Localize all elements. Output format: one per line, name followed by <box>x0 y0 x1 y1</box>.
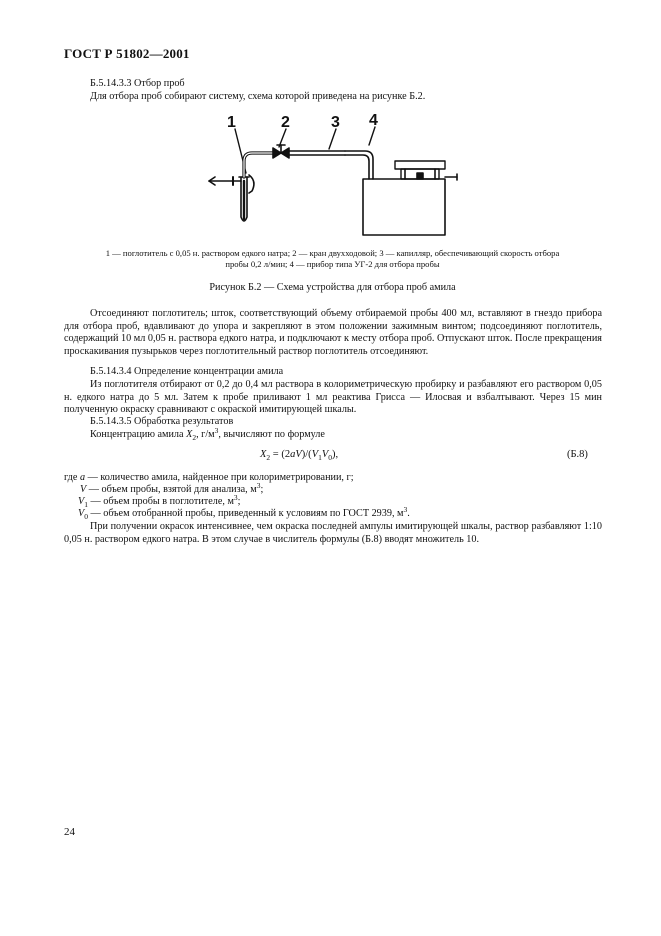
label-1: 1 <box>227 114 236 131</box>
label-4-leader <box>369 127 375 145</box>
document-header: ГОСТ Р 51802—2001 <box>64 46 190 61</box>
section-heading-results: Б.5.14.3.5 Обработка результатов <box>90 416 234 427</box>
section-text-sampling: Для отбора проб собирают систему, схема которой приведена на рисунке Б.2. <box>90 91 426 102</box>
label-3: 3 <box>331 114 340 131</box>
definition-v: V — объем пробы, взятой для анализа, $м^3$; <box>80 481 264 495</box>
section-heading-sampling: Б.5.14.3.3 Отбор проб <box>90 78 185 89</box>
definition-v0: $V_0$ — объем отобранной пробы, приведенный к условиям по ГОСТ 2939, $м^3$. <box>78 505 410 521</box>
absorber-tube <box>209 175 254 221</box>
two-way-valve <box>273 145 289 158</box>
sampling-apparatus-diagram <box>195 105 470 240</box>
definition-v1: $V_1$ — объем пробы в поглотителе, $м^3$; <box>78 493 241 509</box>
figure-legend-line-1: 1 — поглотитель с 0,05 н. раствором едкого натра; 2 — кран двухходовой; 3 — капилляр, обеспечивающий скорость отбора <box>105 248 560 258</box>
paragraph-dilution: При получении окрасок интенсивнее, чем окраска последней ампулы имитирующей шкалы, раствор разбавляют 1:10 0,05 н. раствором едкого натра. В этом случае в числитель формулы (Б.8) вводят множитель 10. <box>64 521 602 545</box>
outlet-tube <box>244 153 273 177</box>
page-number: 24 <box>64 826 75 838</box>
label-4: 4 <box>369 112 378 129</box>
label-3-leader <box>329 129 336 149</box>
section-heading-concentration: Б.5.14.3.4 Определение концентрации амила <box>90 366 284 377</box>
section-intro-results: Концентрацию амила $X_2$, $г/м^3$, вычисляют по формуле <box>90 426 325 442</box>
ug2-sampling-device <box>363 161 457 235</box>
formula-number: (Б.8) <box>567 449 588 460</box>
label-2: 2 <box>281 114 290 131</box>
figure-legend-line-2: пробы 0,2 л/мин; 4 — прибор типа УГ-2 для отбора пробы <box>225 259 440 269</box>
paragraph-disconnect: Отсоединяют поглотитель; шток, соответствующий объему отбираемой пробы 400 мл, вставляют в гнездо прибора для отбора проб, вдавливают до упора и закрепляют в этом положении зажимным винтом; подсоединяют поглотитель, содержащий 10 мл 0,05 н. раствора едкого натра, и подключают к месту отбора проб. Отпускают шток. После прекращения проскакивания пузырьков через поглотительный раствор поглотитель отсоединяют. <box>64 308 602 357</box>
definition-a: где a — количество амила, найденное при колориметрировании, г; <box>64 472 354 483</box>
section-text-concentration: Из поглотителя отбирают от 0,2 до 0,4 мл раствора в колориметрическую пробирку и разбавляют его раствором 0,05 н. едкого натра до 5 мл. Затем к пробе приливают 1 мл реактива Грисса — Илосвая и взбалтывают. Через 15 мин полученную окраску сравнивают с окраской имитирующей шкалы. <box>64 379 602 416</box>
formula-b8: $X_2 = (2aV)/(V_1V_0)$, <box>260 449 339 462</box>
capillary <box>289 151 373 179</box>
figure-title: Рисунок Б.2 — Схема устройства для отбора проб амила <box>209 282 456 293</box>
